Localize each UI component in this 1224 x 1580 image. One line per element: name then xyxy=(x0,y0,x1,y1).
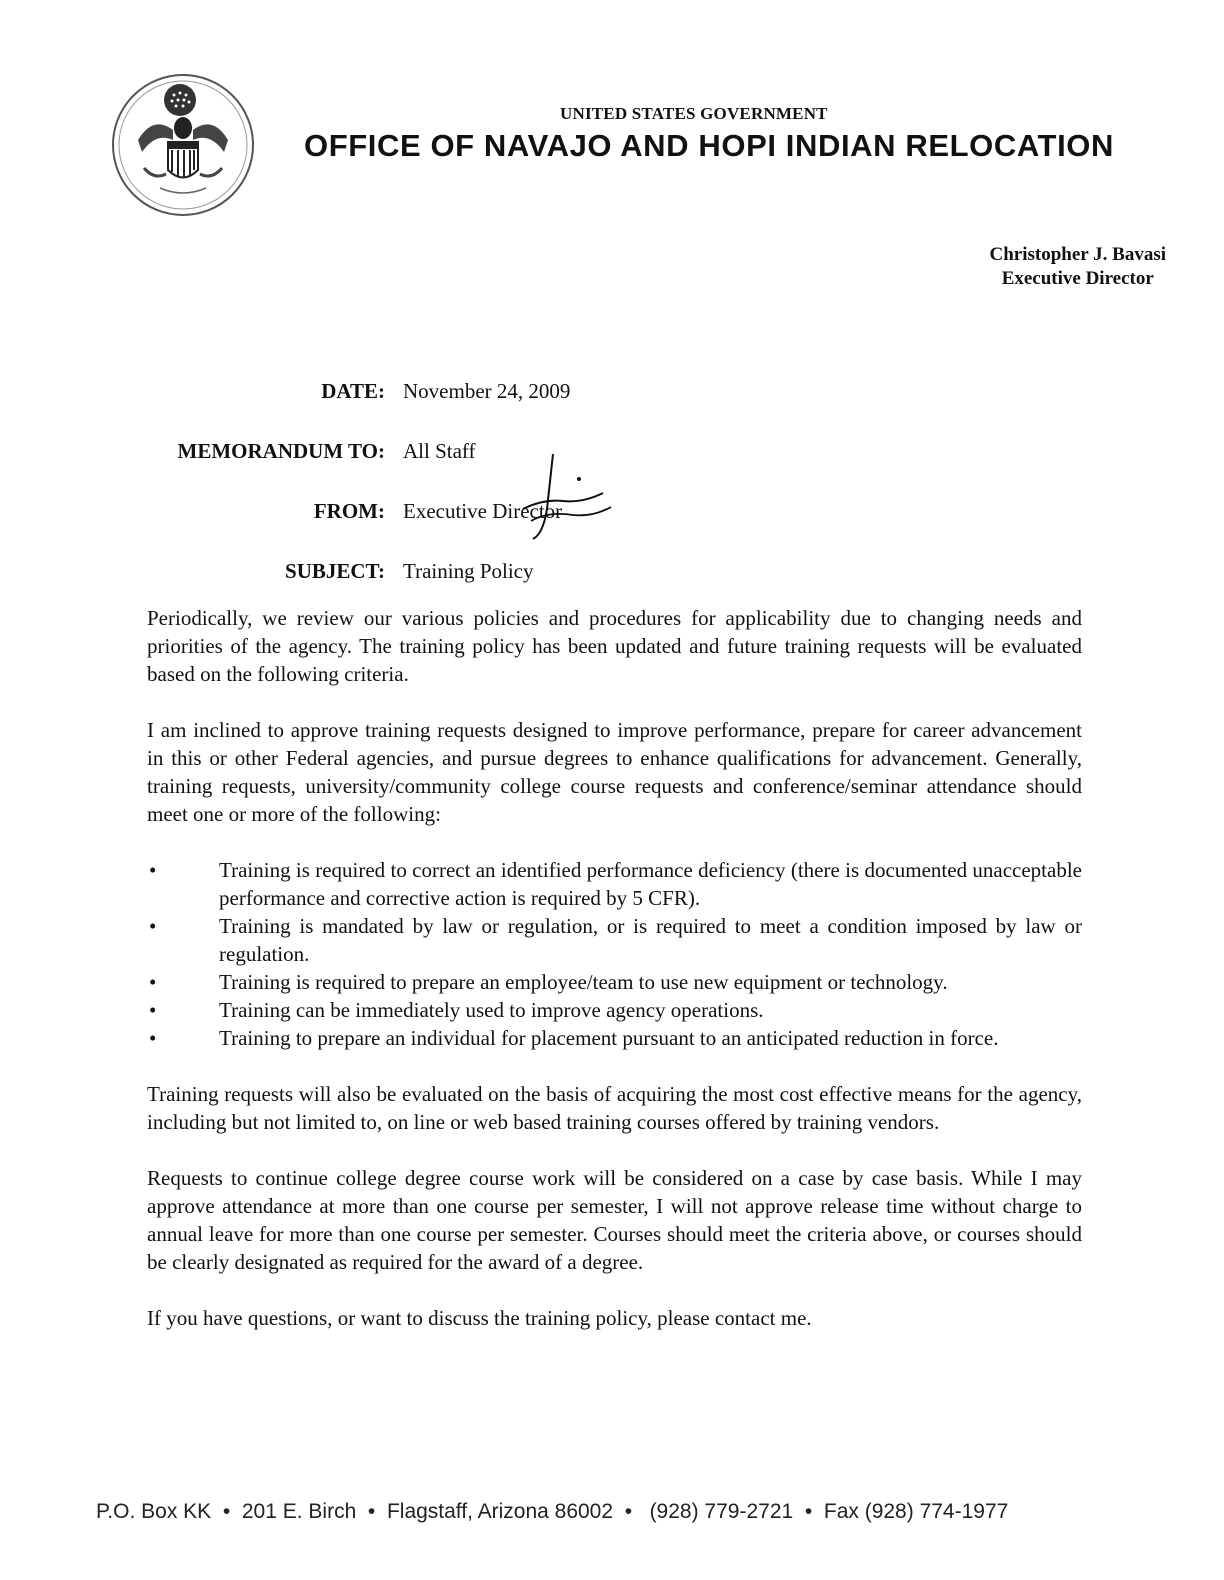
date-value: November 24, 2009 xyxy=(403,379,571,403)
subject-row xyxy=(147,559,570,587)
office-heading: OFFICE OF NAVAJO AND HOPI INDIAN RELOCATION xyxy=(304,128,1114,163)
paragraph-college: Requests to continue college degree course work will be considered on a case by case basis. While I may approve attendance at more than one course per semester, I will not approve release time without charge to annual leave for more than one course per semester. Courses should meet the criteria above, or courses should be clearly designated as required for the award of a degree. xyxy=(147,1166,1082,1274)
from-row xyxy=(147,499,570,527)
paragraph-criteria: I am inclined to approve training requests designed to improve performance, prepare for career advancement in this or other Federal agencies, and pursue degrees to enhance qualifications for advancement. Generally, training requests, university/community college course requests and conference/seminar attendance should meet one or more of the following: xyxy=(147,718,1082,826)
from-label: FROM: xyxy=(313,499,385,523)
list-item-text: Training to prepare an individual for placement pursuant to an anticipated reduction in force. xyxy=(219,1026,999,1050)
list-item-text: Training is required to correct an identified performance deficiency (there is documented unacceptable performance and corrective action is required by 5 CFR). xyxy=(219,858,1082,910)
date-row xyxy=(147,379,570,407)
from-value: Executive Director xyxy=(403,499,563,523)
bullet-icon: • xyxy=(149,998,157,1022)
paragraph-contact: If you have questions, or want to discuss the training policy, please contact me. xyxy=(147,1306,812,1330)
director-title: Executive Director xyxy=(1001,268,1154,289)
paragraph-intro: Periodically, we review our various policies and procedures for applicability due to changing needs and priorities of the agency. The training policy has been updated and future training requests will be evaluated based on the following criteria. xyxy=(147,606,1082,686)
date-label: DATE: xyxy=(321,379,385,403)
bullet-icon: • xyxy=(149,858,157,882)
list-item xyxy=(147,968,1082,996)
bullet-icon: • xyxy=(149,1026,157,1050)
address-footer: P.O. Box KK • 201 E. Birch • Flagstaff, Arizona 86002 • (928) 779-2721 • Fax (928) 774-1977 xyxy=(96,1500,1009,1523)
list-item xyxy=(147,912,1082,968)
subject-label: SUBJECT: xyxy=(285,559,385,583)
list-item-text: Training is required to prepare an employee/team to use new equipment or technology. xyxy=(219,970,948,994)
list-item xyxy=(147,1024,1082,1052)
list-item-text: Training is mandated by law or regulation, or is required to meet a condition imposed by law or regulation. xyxy=(219,914,1082,966)
signature-icon xyxy=(503,449,613,549)
bullet-icon: • xyxy=(149,970,157,994)
to-label: MEMORANDUM TO: xyxy=(177,439,385,463)
from-cell xyxy=(403,499,562,527)
to-value: All Staff xyxy=(403,439,476,463)
bullet-icon: • xyxy=(149,914,157,938)
paragraph-cost: Training requests will also be evaluated on the basis of acquiring the most cost effective means for the agency, including but not limited to, on line or web based training courses offered by training vendors. xyxy=(147,1082,1082,1134)
government-heading: UNITED STATES GOVERNMENT xyxy=(560,104,828,123)
memo-header xyxy=(147,379,570,619)
director-name: Christopher J. Bavasi xyxy=(989,244,1166,265)
great-seal-icon xyxy=(108,70,258,220)
director-block xyxy=(990,243,1166,291)
list-item xyxy=(147,996,1082,1024)
list-item-text: Training can be immediately used to improve agency operations. xyxy=(219,998,764,1022)
memo-body xyxy=(147,604,1082,1360)
list-item xyxy=(147,856,1082,912)
criteria-list xyxy=(147,856,1082,1052)
subject-value: Training Policy xyxy=(403,559,534,583)
